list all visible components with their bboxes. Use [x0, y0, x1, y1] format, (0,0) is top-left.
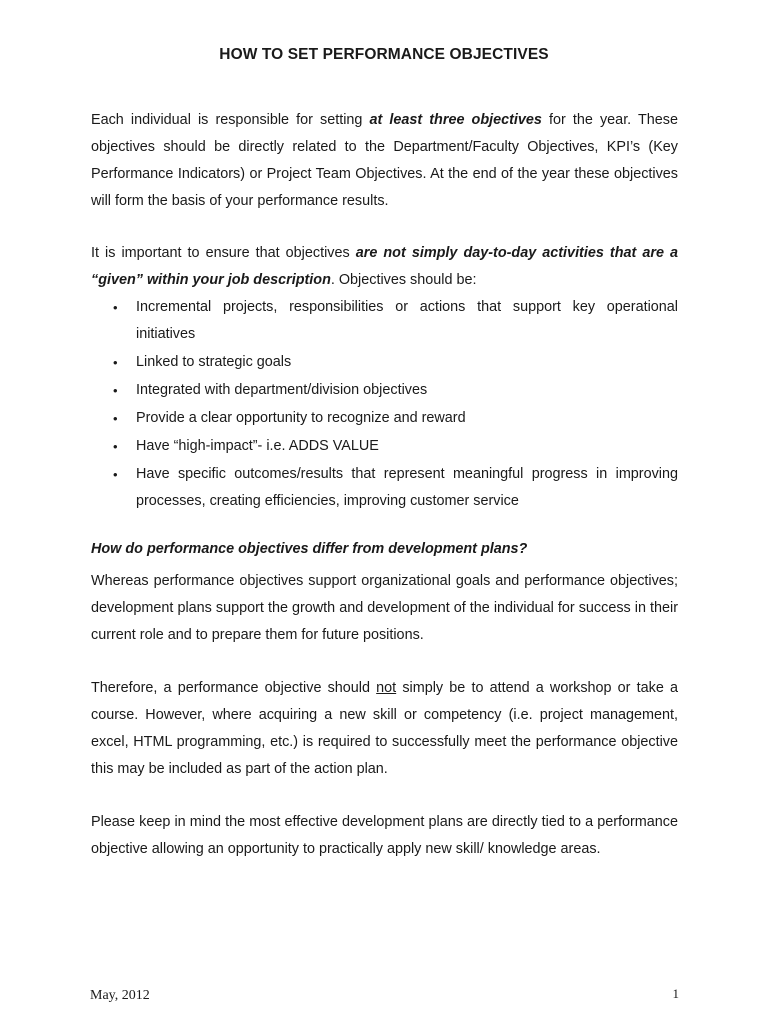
closing-paragraph: Please keep in mind the most effective development plans are directly tied to a performance objective allowing an opportunity to practically apply new skill/ knowledge areas. — [91, 814, 678, 857]
difference-paragraph: Whereas performance objectives support organizational goals and performance objectives; development plans support the growth and development of the individual for success in their current role and to prepare them for future positions. — [91, 573, 678, 643]
list-item-text: Have specific outcomes/results that represent meaningful progress in improving processes, creating efficiencies, improving customer service — [136, 466, 678, 509]
underlined-not: not — [376, 680, 397, 696]
workshop-text-end: simply be to attend a workshop or take a course. However, where acquiring a new skill or competency (i.e. project management, excel, HTML programming, etc.) is required to successfully meet the performance objective this may be included as part of the action plan. — [91, 680, 678, 777]
bullet-icon: • — [113, 411, 118, 426]
list-item — [91, 405, 678, 432]
intro-emphasis: at least three objectives — [369, 112, 542, 128]
list-item — [91, 349, 678, 376]
bullet-icon: • — [113, 300, 118, 315]
importance-text-start: It is important to ensure that objectives — [91, 245, 356, 261]
list-item-text: Integrated with department/division objectives — [136, 382, 428, 398]
page-title: HOW TO SET PERFORMANCE OBJECTIVES — [219, 46, 549, 63]
list-item-text: Have “high-impact”- i.e. ADDS VALUE — [136, 438, 379, 454]
importance-text-end: . Objectives should be: — [330, 272, 477, 288]
intro-text-start: Each individual is responsible for setting — [91, 112, 370, 128]
objectives-bullet-list — [91, 294, 678, 516]
bullet-icon: • — [113, 439, 118, 454]
importance-paragraph — [91, 240, 678, 294]
list-item — [91, 433, 678, 460]
list-item-text: Linked to strategic goals — [136, 354, 292, 370]
list-item — [91, 294, 678, 348]
footer-date: May, 2012 — [90, 988, 150, 1003]
list-item-text: Provide a clear opportunity to recognize and reward — [136, 410, 466, 426]
workshop-text-start: Therefore, a performance objective should — [91, 680, 377, 696]
intro-paragraph — [91, 107, 678, 215]
intro-text-end: for the year. These objectives should be directly related to the Department/Faculty Objectives, KPI’s (Key Performance Indicators) or Project Team Objectives. At the end of the year these objectives will form the basis of your performance results. — [91, 112, 679, 209]
bullet-icon: • — [113, 383, 118, 398]
bullet-icon: • — [113, 355, 118, 370]
workshop-paragraph — [91, 675, 678, 783]
bullet-icon: • — [113, 467, 118, 482]
page-number: 1 — [672, 986, 679, 1001]
list-item — [91, 377, 678, 404]
list-item — [91, 461, 678, 515]
section-heading: How do performance objectives differ from development plans? — [91, 541, 528, 557]
list-item-text: Incremental projects, responsibilities or actions that support key operational initiatives — [136, 299, 678, 342]
importance-emphasis: are not simply day-to-day activities that are a “given” within your job description — [91, 245, 678, 288]
